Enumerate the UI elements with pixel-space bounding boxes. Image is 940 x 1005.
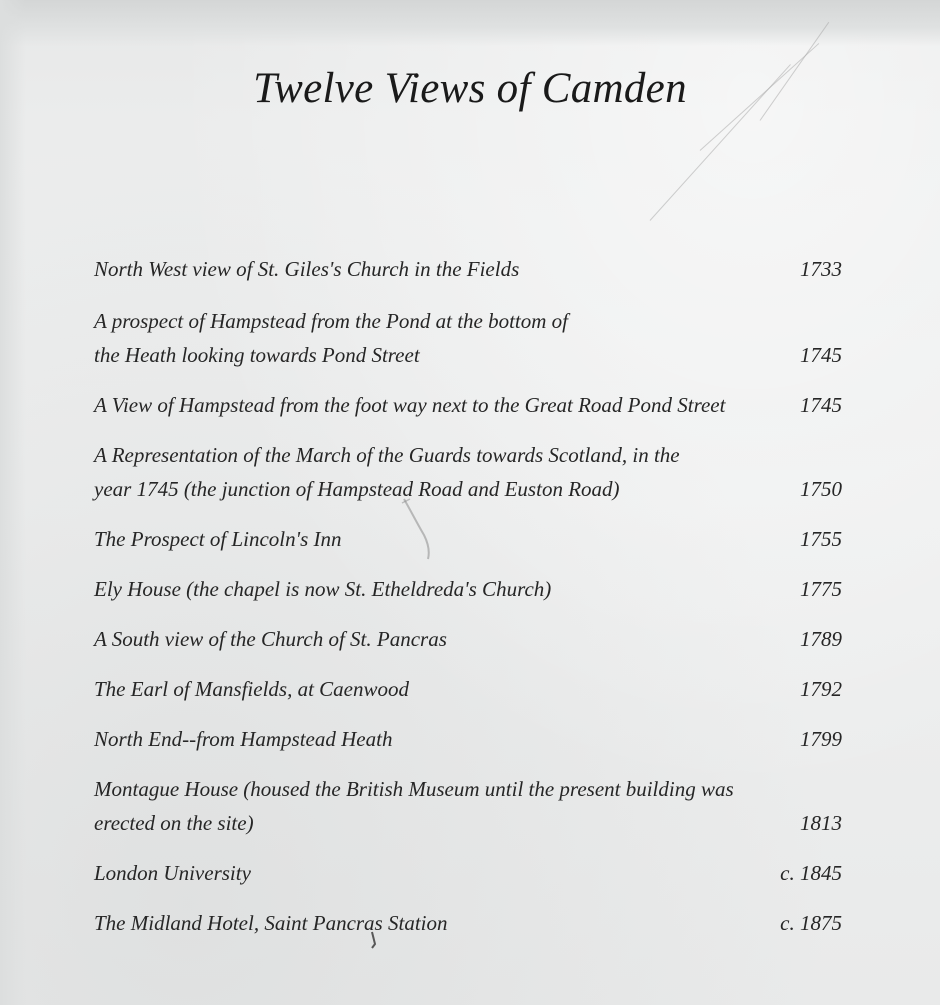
page-left-edge [0, 0, 26, 1005]
entry-title: A Representation of the March of the Guards towards Scotland, in the year 1745 (the junction of Hampstead Road and Euston Road) [94, 443, 680, 501]
entry-year: 1755 [800, 527, 842, 551]
entry-title: London University [94, 861, 251, 885]
entry-title: Montague House (housed the British Museum until the present building was erected on the site) [94, 777, 734, 835]
list-item [94, 522, 846, 556]
list-item [94, 438, 846, 506]
list-item [94, 304, 846, 372]
list-item [94, 572, 846, 606]
entry-title: North End--from Hampstead Heath [94, 727, 393, 751]
entry-title: The Prospect of Lincoln's Inn [94, 527, 342, 551]
list-item [94, 772, 846, 840]
entry-year: 1745 [800, 343, 842, 367]
list-item [94, 622, 846, 656]
list-item [94, 252, 846, 286]
contents-list [94, 252, 846, 940]
entry-year: 1792 [800, 677, 842, 701]
list-item [94, 672, 846, 706]
entry-year: 1789 [800, 627, 842, 651]
entry-year: c. 1875 [780, 911, 842, 935]
entry-year: 1813 [800, 811, 842, 835]
entry-year: 1799 [800, 727, 842, 751]
page-title: Twelve Views of Camden [253, 65, 687, 112]
page-top-edge [0, 0, 940, 46]
list-item [94, 856, 846, 890]
entry-title: A prospect of Hampstead from the Pond at the bottom of the Heath looking towards Pond Street [94, 309, 569, 367]
entry-year: 1750 [800, 477, 842, 501]
list-item [94, 388, 846, 422]
list-item [94, 906, 846, 940]
entry-title: The Midland Hotel, Saint Pancras Station [94, 911, 448, 935]
entry-year: 1775 [800, 577, 842, 601]
entry-year: 1745 [800, 393, 842, 417]
entry-year: 1733 [800, 257, 842, 281]
entry-title: A South view of the Church of St. Pancras [94, 627, 447, 651]
entry-title: A View of Hampstead from the foot way next to the Great Road Pond Street [94, 393, 726, 417]
entry-title: Ely House (the chapel is now St. Etheldreda's Church) [94, 577, 552, 601]
list-item [94, 722, 846, 756]
entry-title: North West view of St. Giles's Church in the Fields [94, 257, 520, 281]
entry-year: c. 1845 [780, 861, 842, 885]
entry-title: The Earl of Mansfields, at Caenwood [94, 677, 409, 701]
